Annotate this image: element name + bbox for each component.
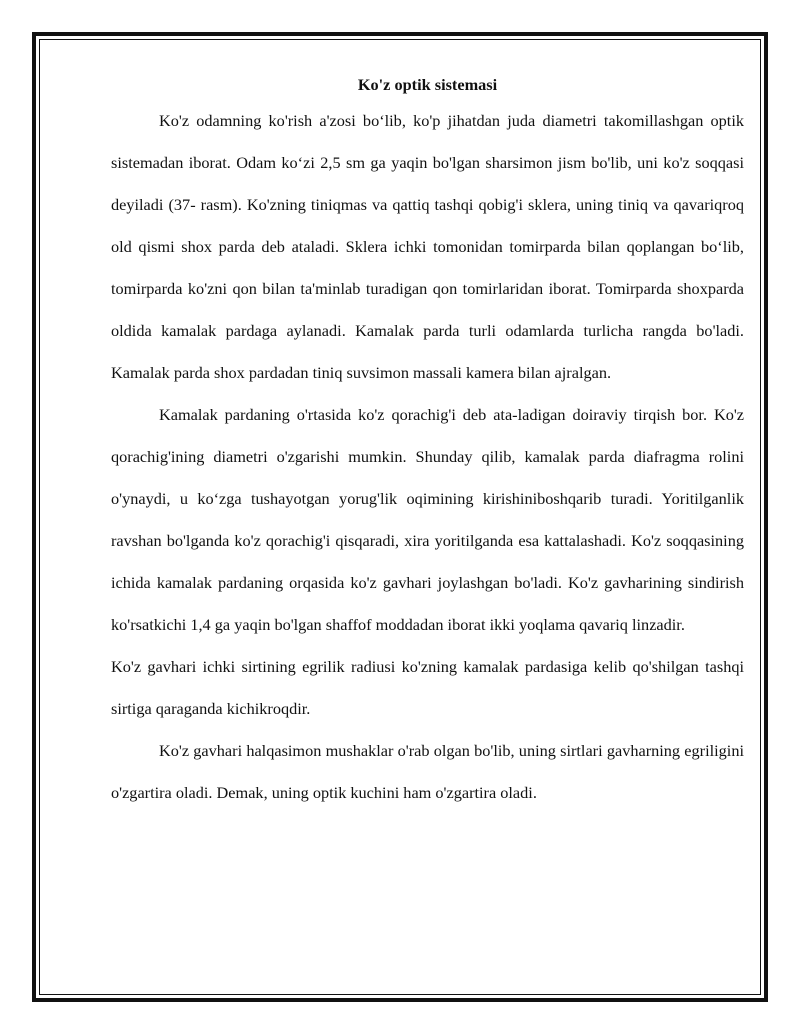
paragraph-1: Ko'z odamning ko'rish a'zosi bo‘lib, ko'p jihatdan juda diametri takomillashgan optik sistemadan iborat. Odam ko‘zi 2,5 sm ga yaqin bo'lgan sharsimon jism bo'lib, uni ko'z soqqasi deyiladi (37- rasm). Ko'zning tiniqmas va qattiq tashqi qobig'i sklera, uning tiniq va qavariqroq old qismi shox parda deb ataladi. Sklera ichki tomonidan tomirparda bilan qoplangan bo‘lib, tomirparda ko'zni qon bilan ta'minlab turadigan qon tomirlaridan iborat. Tomirparda shoxparda oldida kamalak pardaga aylanadi. Kamalak parda turli odamlarda turlicha rangda bo'ladi. Kamalak parda shox pardadan tiniq suvsimon massali kamera bilan ajralgan. [111,111,744,382]
document-title: Ko'z optik sistemasi [357,75,498,94]
document-body [111,70,744,814]
paragraph-2: Kamalak pardaning o'rtasida ko'z qorachig'i deb ata-ladigan doiraviy tirqish bor. Ko'z qorachig'ining diametri o'zgarishi mumkin. Shunday qilib, kamalak parda diafragma rolini o'ynaydi, u ko‘zga tushayotgan yorug'lik oqimining kirishiniboshqarib turadi. Yoritilganlik ravshan bo'lganda ko'z qorachig'i qisqaradi, xira yoritilganda esa kattalashadi. Ko'z soqqasining ichida kamalak pardaning orqasida ko'z gavhari joylashgan bo'ladi. Ko'z gavharining sindirish ko'rsatkichi 1,4 ga yaqin bo'lgan shaffof moddadan iborat ikki yoqlama qavariq linzadir. [111,405,744,634]
paragraph-3: Ko'z gavhari ichki sirtining egrilik radiusi ko'zning kamalak pardasiga kelib qo'shilgan tashqi sirtiga qaraganda kichikroqdir. [111,657,744,718]
paragraph-4: Ko'z gavhari halqasimon mushaklar o'rab olgan bo'lib, uning sirtlari gavharning egriligini o'zgartira oladi. Demak, uning optik kuchini ham o'zgartira oladi. [111,741,744,802]
